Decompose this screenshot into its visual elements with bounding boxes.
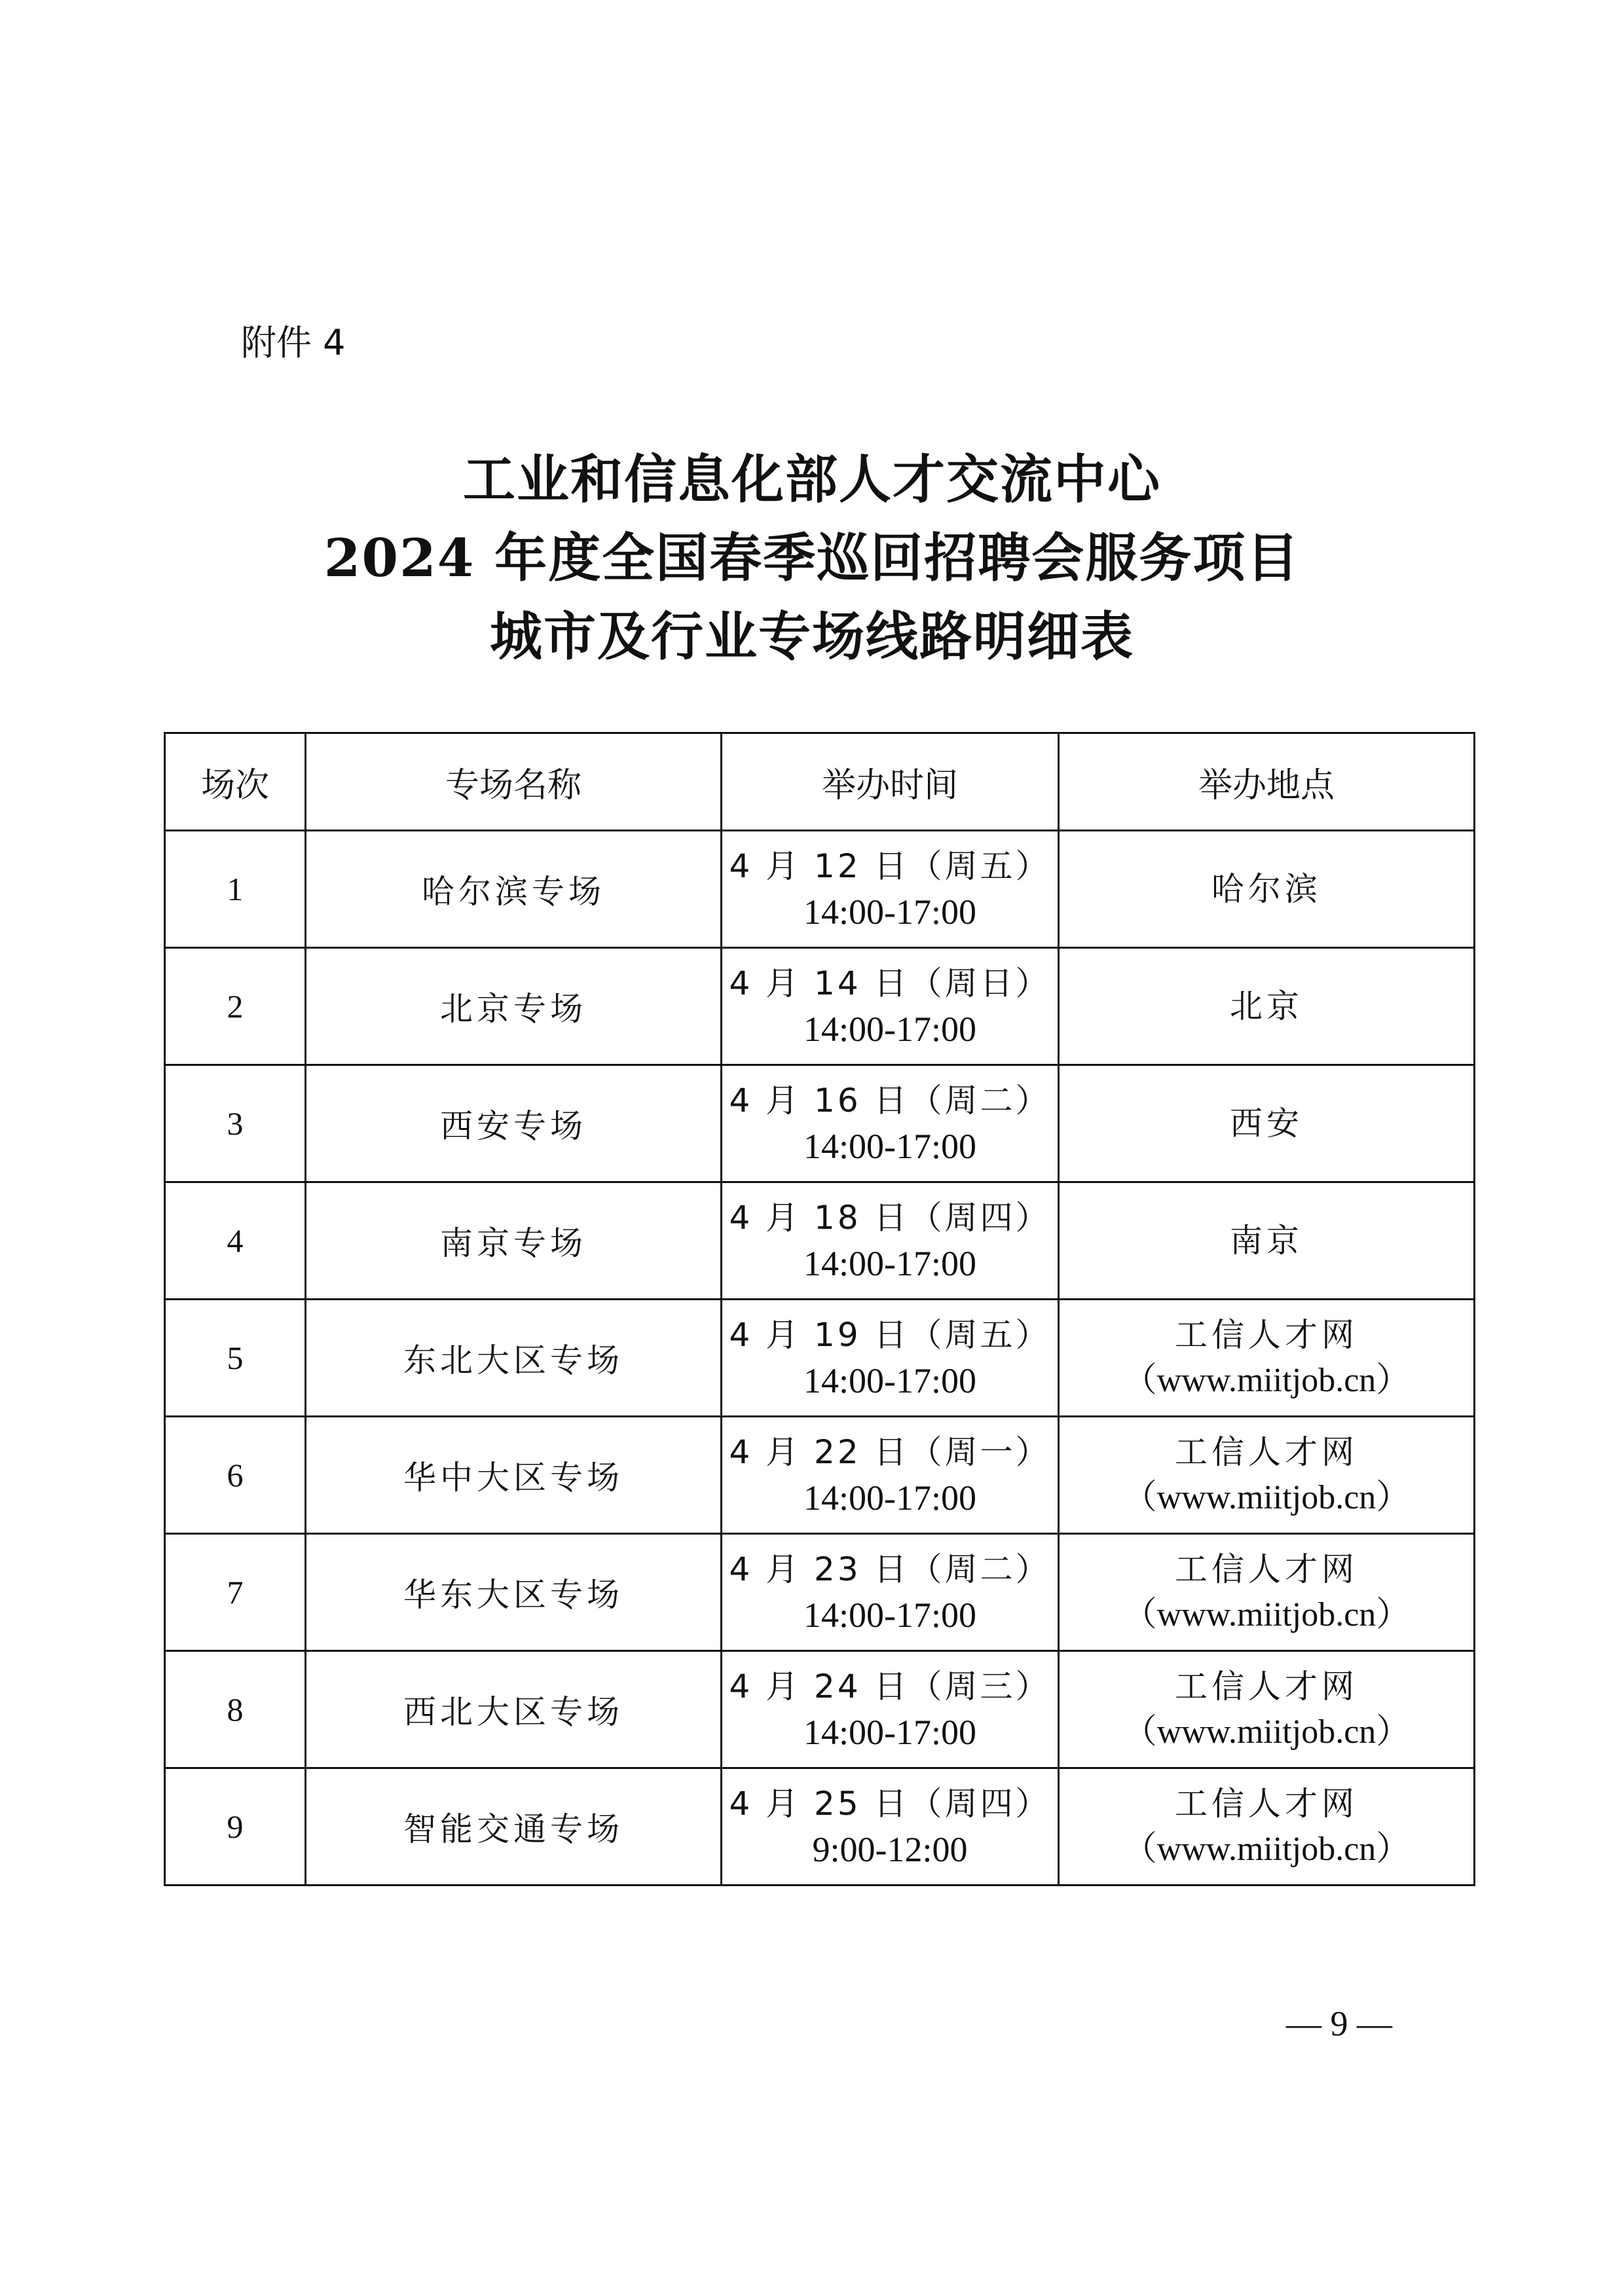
header-session-place: 举办地点 [1059,733,1475,831]
session-place [1059,1300,1475,1417]
session-time [722,1534,1059,1651]
table-row [165,1065,1475,1182]
session-time [722,1417,1059,1534]
session-name: 智能交通专场 [306,1768,722,1886]
place-name: 工信人才网 [1175,1316,1358,1354]
session-number: 4 [165,1182,306,1300]
session-number: 1 [165,831,306,948]
attachment-label: 附件 4 [241,322,346,363]
session-hours: 14:00-17:00 [803,1244,976,1283]
session-date: 4 月 19 日（周五） [729,1316,1051,1354]
session-number: 5 [165,1300,306,1417]
session-name: 南京专场 [306,1182,722,1300]
session-hours: 14:00-17:00 [803,1127,976,1166]
session-number: 6 [165,1417,306,1534]
place-name: 工信人才网 [1175,1785,1358,1823]
header-session-time: 举办时间 [722,733,1059,831]
session-date: 4 月 14 日（周日） [729,964,1051,1002]
session-date: 4 月 12 日（周五） [729,847,1051,885]
place-url: （www.miitjob.cn） [1122,1362,1411,1399]
session-date: 4 月 25 日（周四） [729,1785,1051,1823]
session-name: 西北大区专场 [306,1651,722,1768]
session-hours: 14:00-17:00 [803,1361,976,1400]
title-line-3: 城市及行业专场线路明细表 [490,606,1134,667]
session-hours: 9:00-12:00 [812,1830,968,1869]
session-time [722,831,1059,948]
session-place [1059,1651,1475,1768]
session-name: 华东大区专场 [306,1534,722,1651]
table-header-row [165,733,1475,831]
session-date: 4 月 23 日（周二） [729,1550,1051,1588]
place-url: （www.miitjob.cn） [1122,1479,1411,1516]
session-hours: 14:00-17:00 [803,1478,976,1518]
title-line-1: 工业和信息化部人才交流中心 [463,448,1161,510]
place-url: （www.miitjob.cn） [1122,1831,1411,1868]
session-number: 8 [165,1651,306,1768]
session-time [722,948,1059,1065]
table-row [165,1768,1475,1886]
session-hours: 14:00-17:00 [803,1595,976,1635]
table-row [165,831,1475,948]
session-date: 4 月 18 日（周四） [729,1199,1051,1237]
table-row [165,1182,1475,1300]
session-time [722,1300,1059,1417]
session-name: 哈尔滨专场 [306,831,722,948]
table-row [165,1417,1475,1534]
session-name: 西安专场 [306,1065,722,1182]
session-hours: 14:00-17:00 [803,892,976,932]
table-row [165,1651,1475,1768]
place-name: 工信人才网 [1175,1433,1358,1471]
session-number: 7 [165,1534,306,1651]
page-number: — 9 — [1286,2004,1392,2043]
session-number: 9 [165,1768,306,1886]
session-place [1059,1065,1475,1182]
header-session-no: 场次 [165,733,306,831]
place-url: （www.miitjob.cn） [1122,1596,1411,1633]
document-title [0,440,1624,676]
header-session-name: 专场名称 [306,733,722,831]
route-detail-table [164,732,1475,1886]
session-time [722,1182,1059,1300]
place-name: 工信人才网 [1175,1667,1358,1705]
session-name: 北京专场 [306,948,722,1065]
place-name: 北京 [1230,987,1303,1025]
session-place [1059,1182,1475,1300]
table-row [165,1534,1475,1651]
session-date: 4 月 24 日（周三） [729,1667,1051,1705]
session-name: 东北大区专场 [306,1300,722,1417]
session-time [722,1768,1059,1886]
session-time [722,1065,1059,1182]
place-url: （www.miitjob.cn） [1122,1713,1411,1751]
place-name: 西安 [1230,1104,1303,1142]
table-row [165,948,1475,1065]
session-place [1059,1768,1475,1886]
table-row [165,1300,1475,1417]
session-place [1059,1417,1475,1534]
place-name: 工信人才网 [1175,1550,1358,1588]
session-place [1059,948,1475,1065]
session-hours: 14:00-17:00 [803,1713,976,1752]
title-line-2: 2024 年度全国春季巡回招聘会服务项目 [323,527,1301,589]
table-body [165,831,1475,1886]
place-name: 哈尔滨 [1211,870,1321,908]
place-name: 南京 [1230,1222,1303,1260]
session-date: 4 月 22 日（周一） [729,1433,1051,1471]
session-place [1059,831,1475,948]
session-date: 4 月 16 日（周二） [729,1082,1051,1120]
session-hours: 14:00-17:00 [803,1010,976,1049]
session-place [1059,1534,1475,1651]
session-number: 3 [165,1065,306,1182]
session-time [722,1651,1059,1768]
session-name: 华中大区专场 [306,1417,722,1534]
session-number: 2 [165,948,306,1065]
